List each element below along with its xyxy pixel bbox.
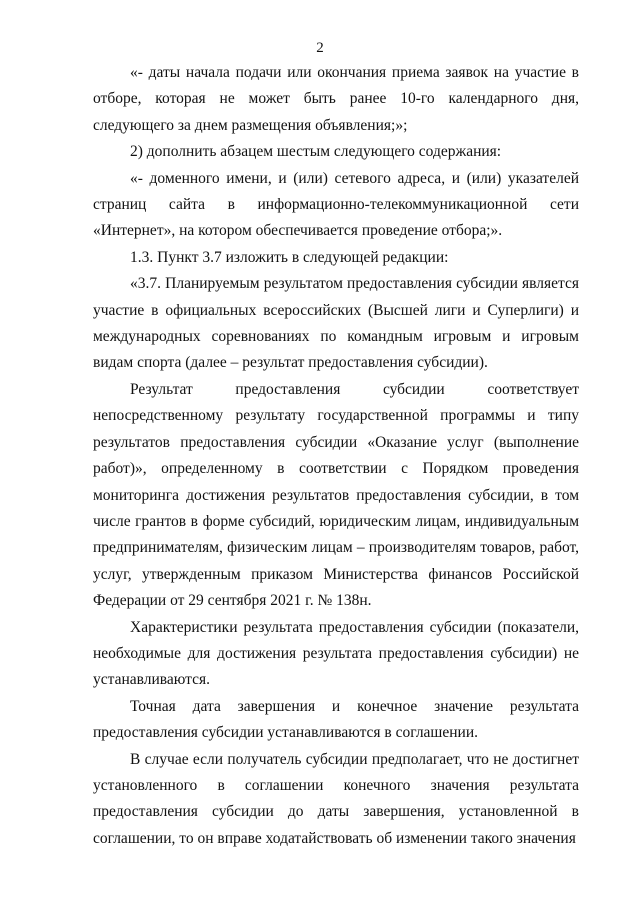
paragraph-domain-clause: «- доменного имени, и (или) сетевого адреса, и (или) указателей страниц сайта в информационно-телекоммуникационной сети «Интернет», на котором обеспечивается проведение отбора;». <box>93 169 579 240</box>
paragraph-result-correspondence: Результат предоставления субсидии соответствует непосредственному результату государственной программы и типу результатов предоставления субсидии «Оказание услуг (выполнение работ)», определенному в соответствии с Порядком проведения мониторинга достижения результатов предоставления субсидии, в том числе грантов в форме субсидий, юридическим лицам, индивидуальным предпринимателям, физическим лицам – производителям товаров, работ, услуг, утвержденным приказом Министерства финансов Российской Федерации от 29 сентября 2021 г. № 138н. <box>93 380 579 610</box>
paragraph-change-request: В случае если получатель субсидии предполагает, что не достигнет установленного в соглашении конечного значения результата предоставления субсидии до даты завершения, установленной в соглашении, то он вправе ходатайствовать об изменении такого значения <box>93 750 579 847</box>
page-number: 2 <box>316 40 324 56</box>
document-body <box>93 60 579 852</box>
paragraph-item-3-7: «3.7. Планируемым результатом предоставления субсидии является участие в официальных всероссийских (Высшей лиги и Суперлиги) и международных соревнованиях по командным игровым и игровым видам спорта (далее – результат предоставления субсидии). <box>93 275 579 372</box>
paragraph-result-characteristics: Характеристики результата предоставления субсидии (показатели, необходимые для достижения результата предоставления субсидии) не устанавливаются. <box>93 618 579 689</box>
paragraph-completion-date: Точная дата завершения и конечное значение результата предоставления субсидии устанавливаются в соглашении. <box>93 697 579 742</box>
paragraph-add-sixth-clause: 2) дополнить абзацем шестым следующего содержания: <box>130 143 502 161</box>
paragraph-dates-clause: «- даты начала подачи или окончания приема заявок на участие в отборе, которая не может быть ранее 10-го календарного дня, следующего за днем размещения объявления;»; <box>93 64 579 134</box>
paragraph-item-1-3: 1.3. Пункт 3.7 изложить в следующей редакции: <box>130 248 449 266</box>
